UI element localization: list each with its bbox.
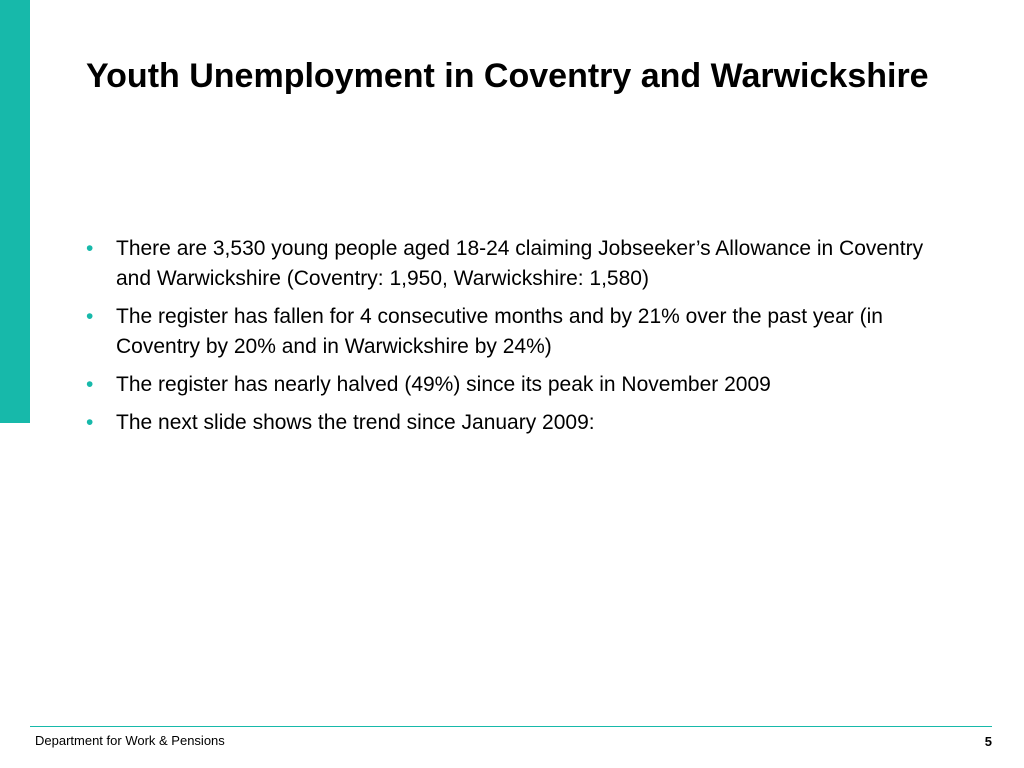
bullet-text: The next slide shows the trend since January 2009: xyxy=(116,411,595,434)
bullet-list xyxy=(86,234,936,446)
bullet-icon: • xyxy=(86,305,94,328)
bullet-icon: • xyxy=(86,237,94,260)
bullet-item xyxy=(86,408,936,438)
bullet-text: The register has nearly halved (49%) since its peak in November 2009 xyxy=(116,373,771,396)
bullet-item xyxy=(86,370,936,400)
slide-title: Youth Unemployment in Coventry and Warwickshire xyxy=(86,57,929,95)
bullet-text: There are 3,530 young people aged 18-24 claiming Jobseeker’s Allowance in Coventry and Warwickshire (Coventry: 1,950, Warwickshire: 1,580) xyxy=(116,237,924,290)
footer-divider xyxy=(30,726,992,727)
accent-bar xyxy=(0,0,30,423)
footer-department: Department for Work & Pensions xyxy=(35,733,225,748)
bullet-icon: • xyxy=(86,373,94,396)
bullet-text: The register has fallen for 4 consecutive months and by 21% over the past year (in Coventry by 20% and in Warwickshire by 24%) xyxy=(116,305,883,358)
bullet-item xyxy=(86,302,936,362)
bullet-icon: • xyxy=(86,411,94,434)
page-number: 5 xyxy=(984,734,992,749)
bullet-item xyxy=(86,234,936,294)
